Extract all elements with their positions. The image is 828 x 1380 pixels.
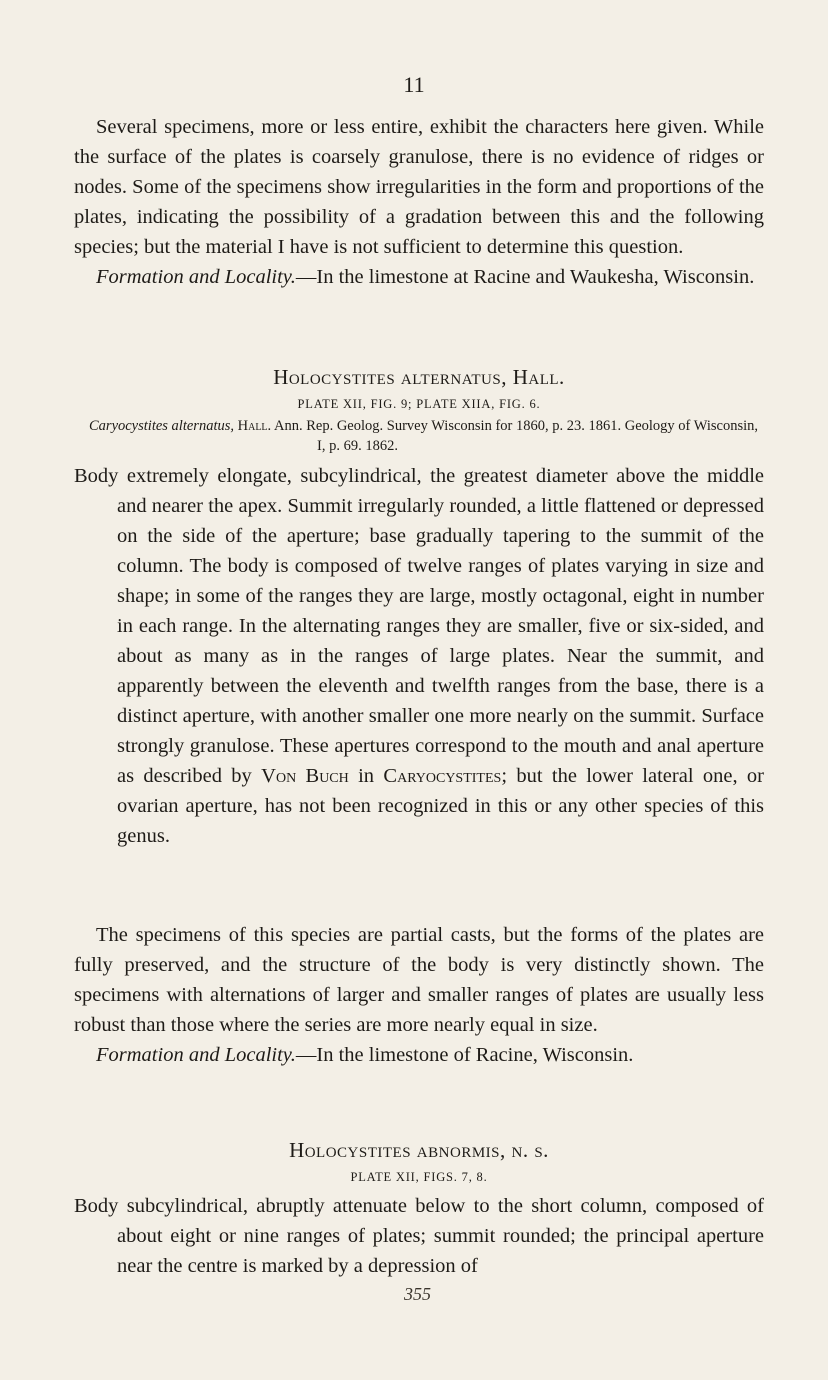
genus-caryocystites: Caryocystites [383, 765, 502, 787]
author-von-buch: Von Buch [261, 765, 349, 787]
description-text: Body extremely elongate, subcylindrical, the greatest diameter above the middle and nearer the apex. Summit irregularly rounded, a little flattened or depressed on the side of the aperture; base gradually tapering to the summit of the column. The body is composed of twelve ranges of plates varying in size and shape; in some of the ranges they are large, mostly octagonal, eight in number in each range. In the alternating ranges they are smaller, five or six-sided, and about as many as in the ranges of large plates. Near the summit, and apparently between the eleventh and twelfth ranges from the base, there is a distinct aperture, with another smaller one more nearly on the summit. Surface strongly granulose. These apertures correspond to the mouth and anal aperture as described by [74, 465, 764, 787]
synonym-name: Caryocystites alternatus, [89, 418, 234, 434]
alternatus-remarks: The specimens of this species are partial casts, but the forms of the plates are fully preserved, and the structure of the body is very distinctly shown. The specimens with alternations of larger and smaller ranges of plates are usually less robust than those where the series are more nearly equal in size. [74, 924, 764, 1036]
intro-paragraph: Several specimens, more or less entire, exhibit the characters here given. While the surface of the plates is coarsely granulose, there is no evidence of ridges or nodes. Some of the specimens show irregularities in the form and proportions of the plates, indicating the possibility of a gradation between this and the following species; but the material I have is not sufficient to determine this question. [74, 116, 764, 258]
species-heading-alternatus: Holocystites alternatus, Hall. [273, 365, 565, 389]
alternatus-description [74, 461, 764, 851]
alternatus-description-section [74, 461, 764, 851]
formation-text: —In the limestone at Racine and Waukesha, Wisconsin. [295, 266, 755, 288]
intro-section [74, 112, 764, 292]
synonym-author: Hall. [237, 418, 272, 434]
species-alternatus-section [74, 362, 764, 456]
synonymy-reference [74, 416, 764, 456]
page-number: 11 [403, 72, 425, 97]
plate-reference-alternatus: PLATE XII, FIG. 9; PLATE XIIA, FIG. 6. [297, 397, 541, 411]
species-abnormis-section [74, 1135, 764, 1281]
formation-locality-2 [74, 1040, 764, 1070]
species-heading-abnormis: Holocystites abnormis, n. s. [289, 1138, 549, 1162]
signature-mark: 355 [404, 1284, 431, 1304]
abnormis-description: Body subcylindrical, abruptly attenuate below to the short column, composed of about eight or nine ranges of plates; summit rounded; the principal aperture near the centre is marked by a depression of [74, 1195, 764, 1277]
alternatus-remarks-section [74, 920, 764, 1070]
synonym-citation: Ann. Rep. Geolog. Survey Wisconsin for 1860, p. 23. 1861. Geology of Wisconsin, I, p. 69. 1862. [274, 418, 759, 454]
formation-text-2: —In the limestone of Racine, Wisconsin. [295, 1044, 634, 1066]
description-text-mid: in [358, 765, 375, 787]
formation-locality-1 [74, 262, 764, 292]
plate-reference-abnormis: PLATE XII, FIGS. 7, 8. [350, 1170, 488, 1184]
formation-label: Formation and Locality. [96, 266, 296, 288]
formation-label-2: Formation and Locality. [96, 1044, 296, 1066]
description-text-end: ; but the lower lateral one, or ovarian aperture, has not been recognized in this or any other species of this genus. [117, 765, 765, 847]
